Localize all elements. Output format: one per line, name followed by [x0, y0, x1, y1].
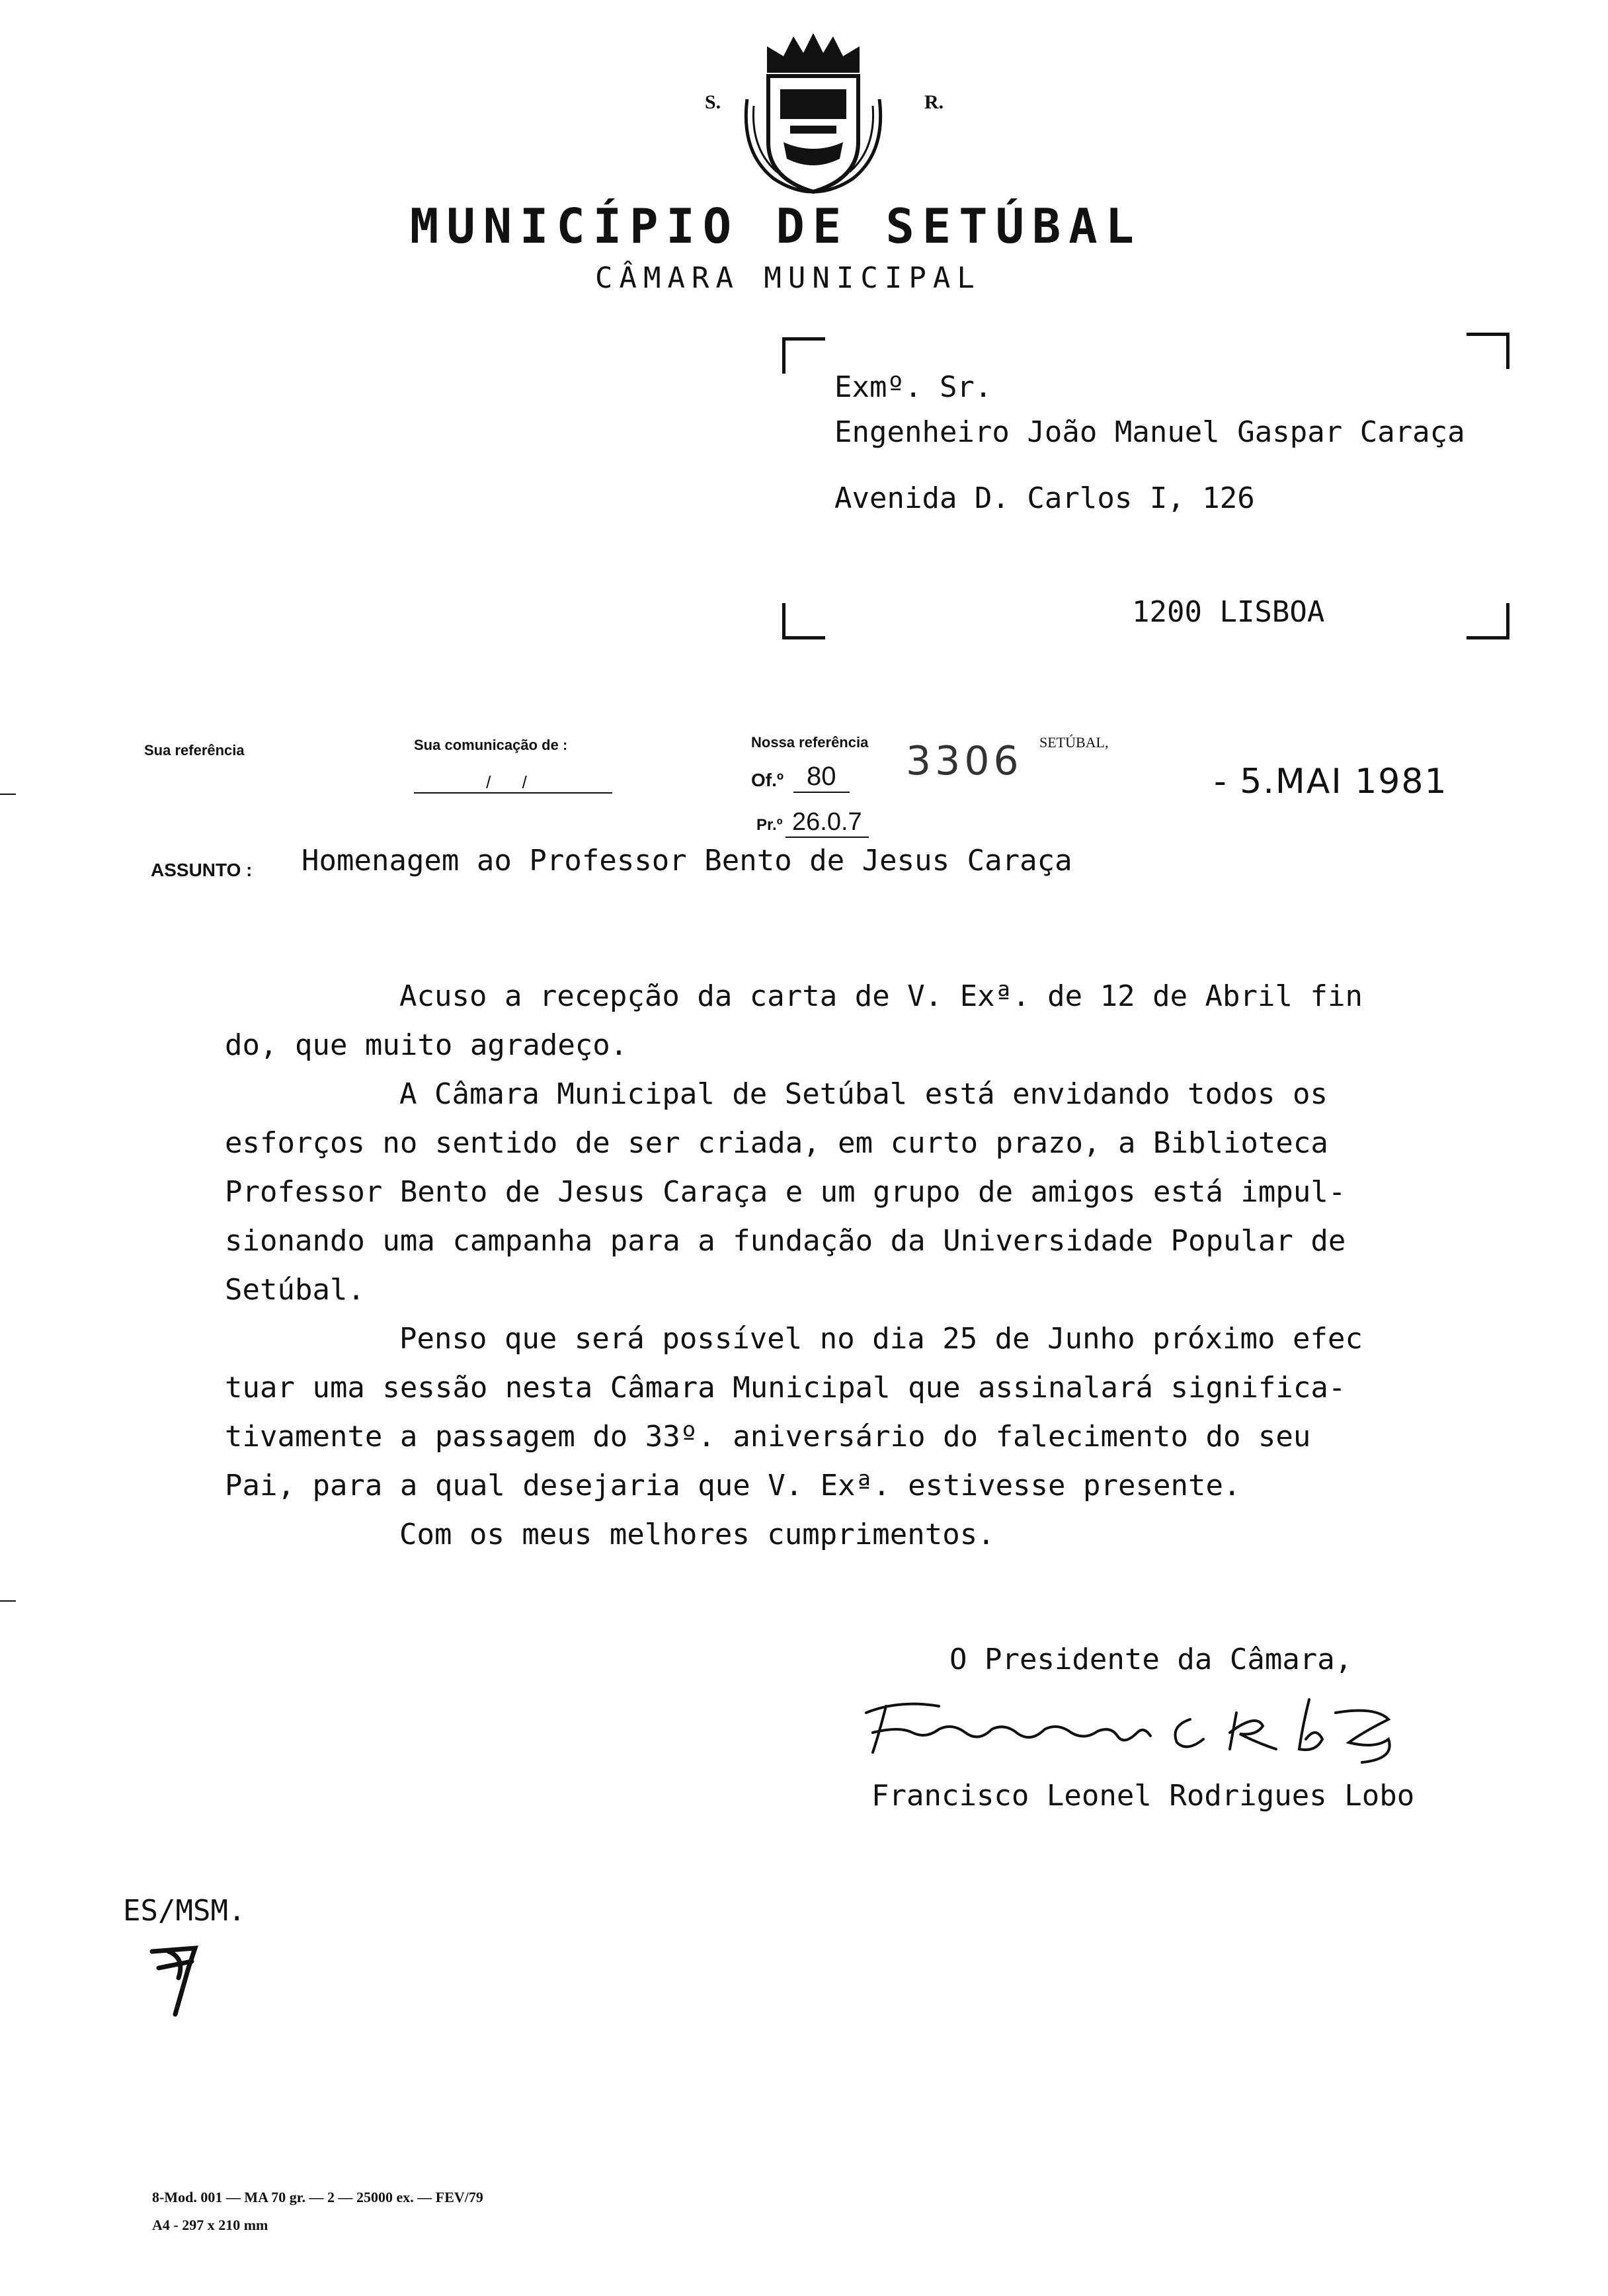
address-frame-corner-bottom-right — [1467, 603, 1509, 639]
body-line: tivamente a passagem do 33º. aniversário do falecimento do seu — [225, 1420, 1311, 1454]
recipient-salutation: Exmº. Sr. — [834, 370, 992, 404]
signature-closing: O Presidente da Câmara, — [949, 1643, 1353, 1676]
body-line: Penso que será possível no dia 25 de Junho próximo efec — [399, 1322, 1363, 1356]
margin-mark — [0, 1600, 16, 1602]
subject-text: Homenagem ao Professor Bento de Jesus Caraça — [302, 844, 1072, 878]
body-line: Com os meus melhores cumprimentos. — [399, 1518, 995, 1551]
coat-of-arms-icon — [727, 26, 899, 205]
margin-mark — [0, 794, 16, 795]
nossa-referencia-label: Nossa referência — [751, 734, 869, 751]
typist-initials: ES/MSM. — [123, 1894, 246, 1928]
recipient-name: Engenheiro João Manuel Gaspar Caraça — [834, 415, 1465, 449]
header-left-mark: S. — [705, 91, 721, 113]
address-frame-corner-top-left — [782, 337, 825, 374]
body-line: esforços no sentido de ser criada, em curto prazo, a Biblioteca — [225, 1126, 1328, 1160]
paper-size-footer: A4 - 297 x 210 mm — [152, 2217, 268, 2233]
address-frame-corner-bottom-left — [782, 603, 825, 639]
handwritten-signature-icon — [860, 1686, 1481, 1766]
processo-number: 26.0.7 — [785, 808, 869, 838]
letter-body — [225, 972, 1508, 1559]
sua-comunicacao-date-field: / / — [414, 772, 612, 794]
processo-label: Pr.º — [756, 816, 783, 834]
subject-label: ASSUNTO : — [151, 860, 253, 880]
body-line: sionando uma campanha para a fundação da Universidade Popular de — [225, 1224, 1346, 1258]
body-line: Acuso a recepção da carta de V. Exª. de 12 de Abril fin — [399, 979, 1363, 1013]
body-line: Pai, para a qual desejaria que V. Exª. estivesse presente. — [225, 1469, 1241, 1502]
header-right-mark: R. — [924, 91, 944, 113]
signatory-name: Francisco Leonel Rodrigues Lobo — [871, 1779, 1415, 1813]
date-stamp: - 5.MAI 1981 — [1214, 762, 1448, 801]
council-subtitle: CÂMARA MUNICIPAL — [595, 261, 981, 295]
oficio-number: 80 — [793, 762, 850, 793]
body-line: A Câmara Municipal de Setúbal está envidando todos os — [399, 1077, 1328, 1111]
form-code-footer: 8-Mod. 001 — MA 70 gr. — 2 — 25000 ex. — FEV/79 — [152, 2189, 483, 2205]
recipient-city: 1200 LISBOA — [1132, 595, 1325, 629]
oficio-label: Of.º — [751, 770, 784, 790]
body-line: tuar uma sessão nesta Câmara Municipal que assinalará significa- — [225, 1371, 1346, 1405]
municipality-title: MUNICÍPIO DE SETÚBAL — [410, 198, 1142, 254]
recipient-street: Avenida D. Carlos I, 126 — [834, 481, 1255, 515]
sua-referencia-label: Sua referência — [144, 742, 245, 758]
stamped-reference-number: 3306 — [906, 738, 1023, 784]
body-line: do, que muito agradeço. — [225, 1028, 628, 1062]
body-line: Professor Bento de Jesus Caraça e um grupo de amigos está impul- — [225, 1175, 1346, 1209]
address-frame-corner-top-right — [1467, 333, 1509, 369]
body-line: Setúbal. — [225, 1273, 365, 1307]
setubal-date-label: SETÚBAL, — [1039, 734, 1109, 751]
sua-comunicacao-label: Sua comunicação de : — [414, 737, 568, 753]
handwritten-initial-mark-icon — [139, 1942, 218, 2021]
